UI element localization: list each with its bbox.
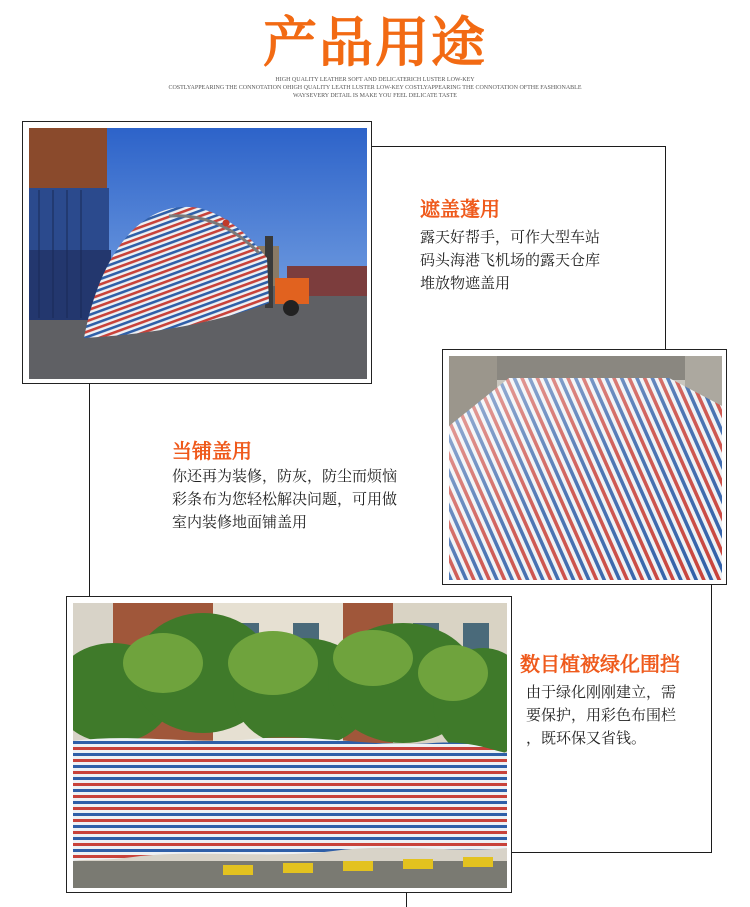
section-body-line: 由于绿化刚刚建立，需 xyxy=(526,683,677,701)
section-heading-greening: 数目植被绿化围挡 xyxy=(520,652,680,676)
section-body-line: 要保护，用彩色布围栏 xyxy=(526,706,677,724)
connector-line xyxy=(711,584,712,853)
floor-tarp-image xyxy=(449,356,722,580)
photo-floor-cover xyxy=(442,349,727,585)
section-body-line: 彩条布为您轻松解决问题，可用做 xyxy=(172,490,398,508)
section-body-line: 露天好帮手，可作大型车站 xyxy=(420,228,601,246)
truck-tarp-image xyxy=(29,128,367,379)
connector-line xyxy=(512,852,712,853)
photo-truck-cover xyxy=(22,121,372,384)
section-body-floor xyxy=(172,465,397,534)
section-body-line: 你还再为装修，防灰，防尘而烦恼 xyxy=(172,467,398,485)
photo-tree-fence xyxy=(66,596,512,893)
subtitle-line-2: COSTLYAPPEARING THE CONNOTATION OHIGH QUALITY LEATH LUSTER LOW-KEY COSTLYAPPEARING THE CONNOTATION OFTHE FASHIONABLE xyxy=(168,85,582,91)
page-subtitle xyxy=(150,76,600,100)
connector-line xyxy=(371,146,666,147)
page-title: 产品用途 xyxy=(263,11,487,74)
connector-line xyxy=(406,893,407,907)
section-body-line: 室内装修地面铺盖用 xyxy=(172,513,308,531)
section-body-cover xyxy=(420,226,600,295)
connector-line xyxy=(89,383,90,596)
subtitle-line-1: HIGH QUALITY LEATHER SOFT AND DELICATERICH LUSTER LOW-KEY xyxy=(275,77,475,83)
section-heading-cover: 遮盖蓬用 xyxy=(420,197,500,221)
section-body-greening xyxy=(526,681,676,750)
section-body-line: 码头海港飞机场的露天仓库 xyxy=(420,251,601,269)
section-body-line: 堆放物遮盖用 xyxy=(420,274,511,292)
section-heading-floor: 当铺盖用 xyxy=(172,439,252,463)
connector-line xyxy=(665,146,666,352)
section-body-line: ，既环保又省钱。 xyxy=(526,729,647,747)
tree-fence-image xyxy=(73,603,507,888)
subtitle-line-3: WAYSEVERY DETAIL IS MAKE YOU FEEL DELICATE TASTE xyxy=(293,93,457,99)
